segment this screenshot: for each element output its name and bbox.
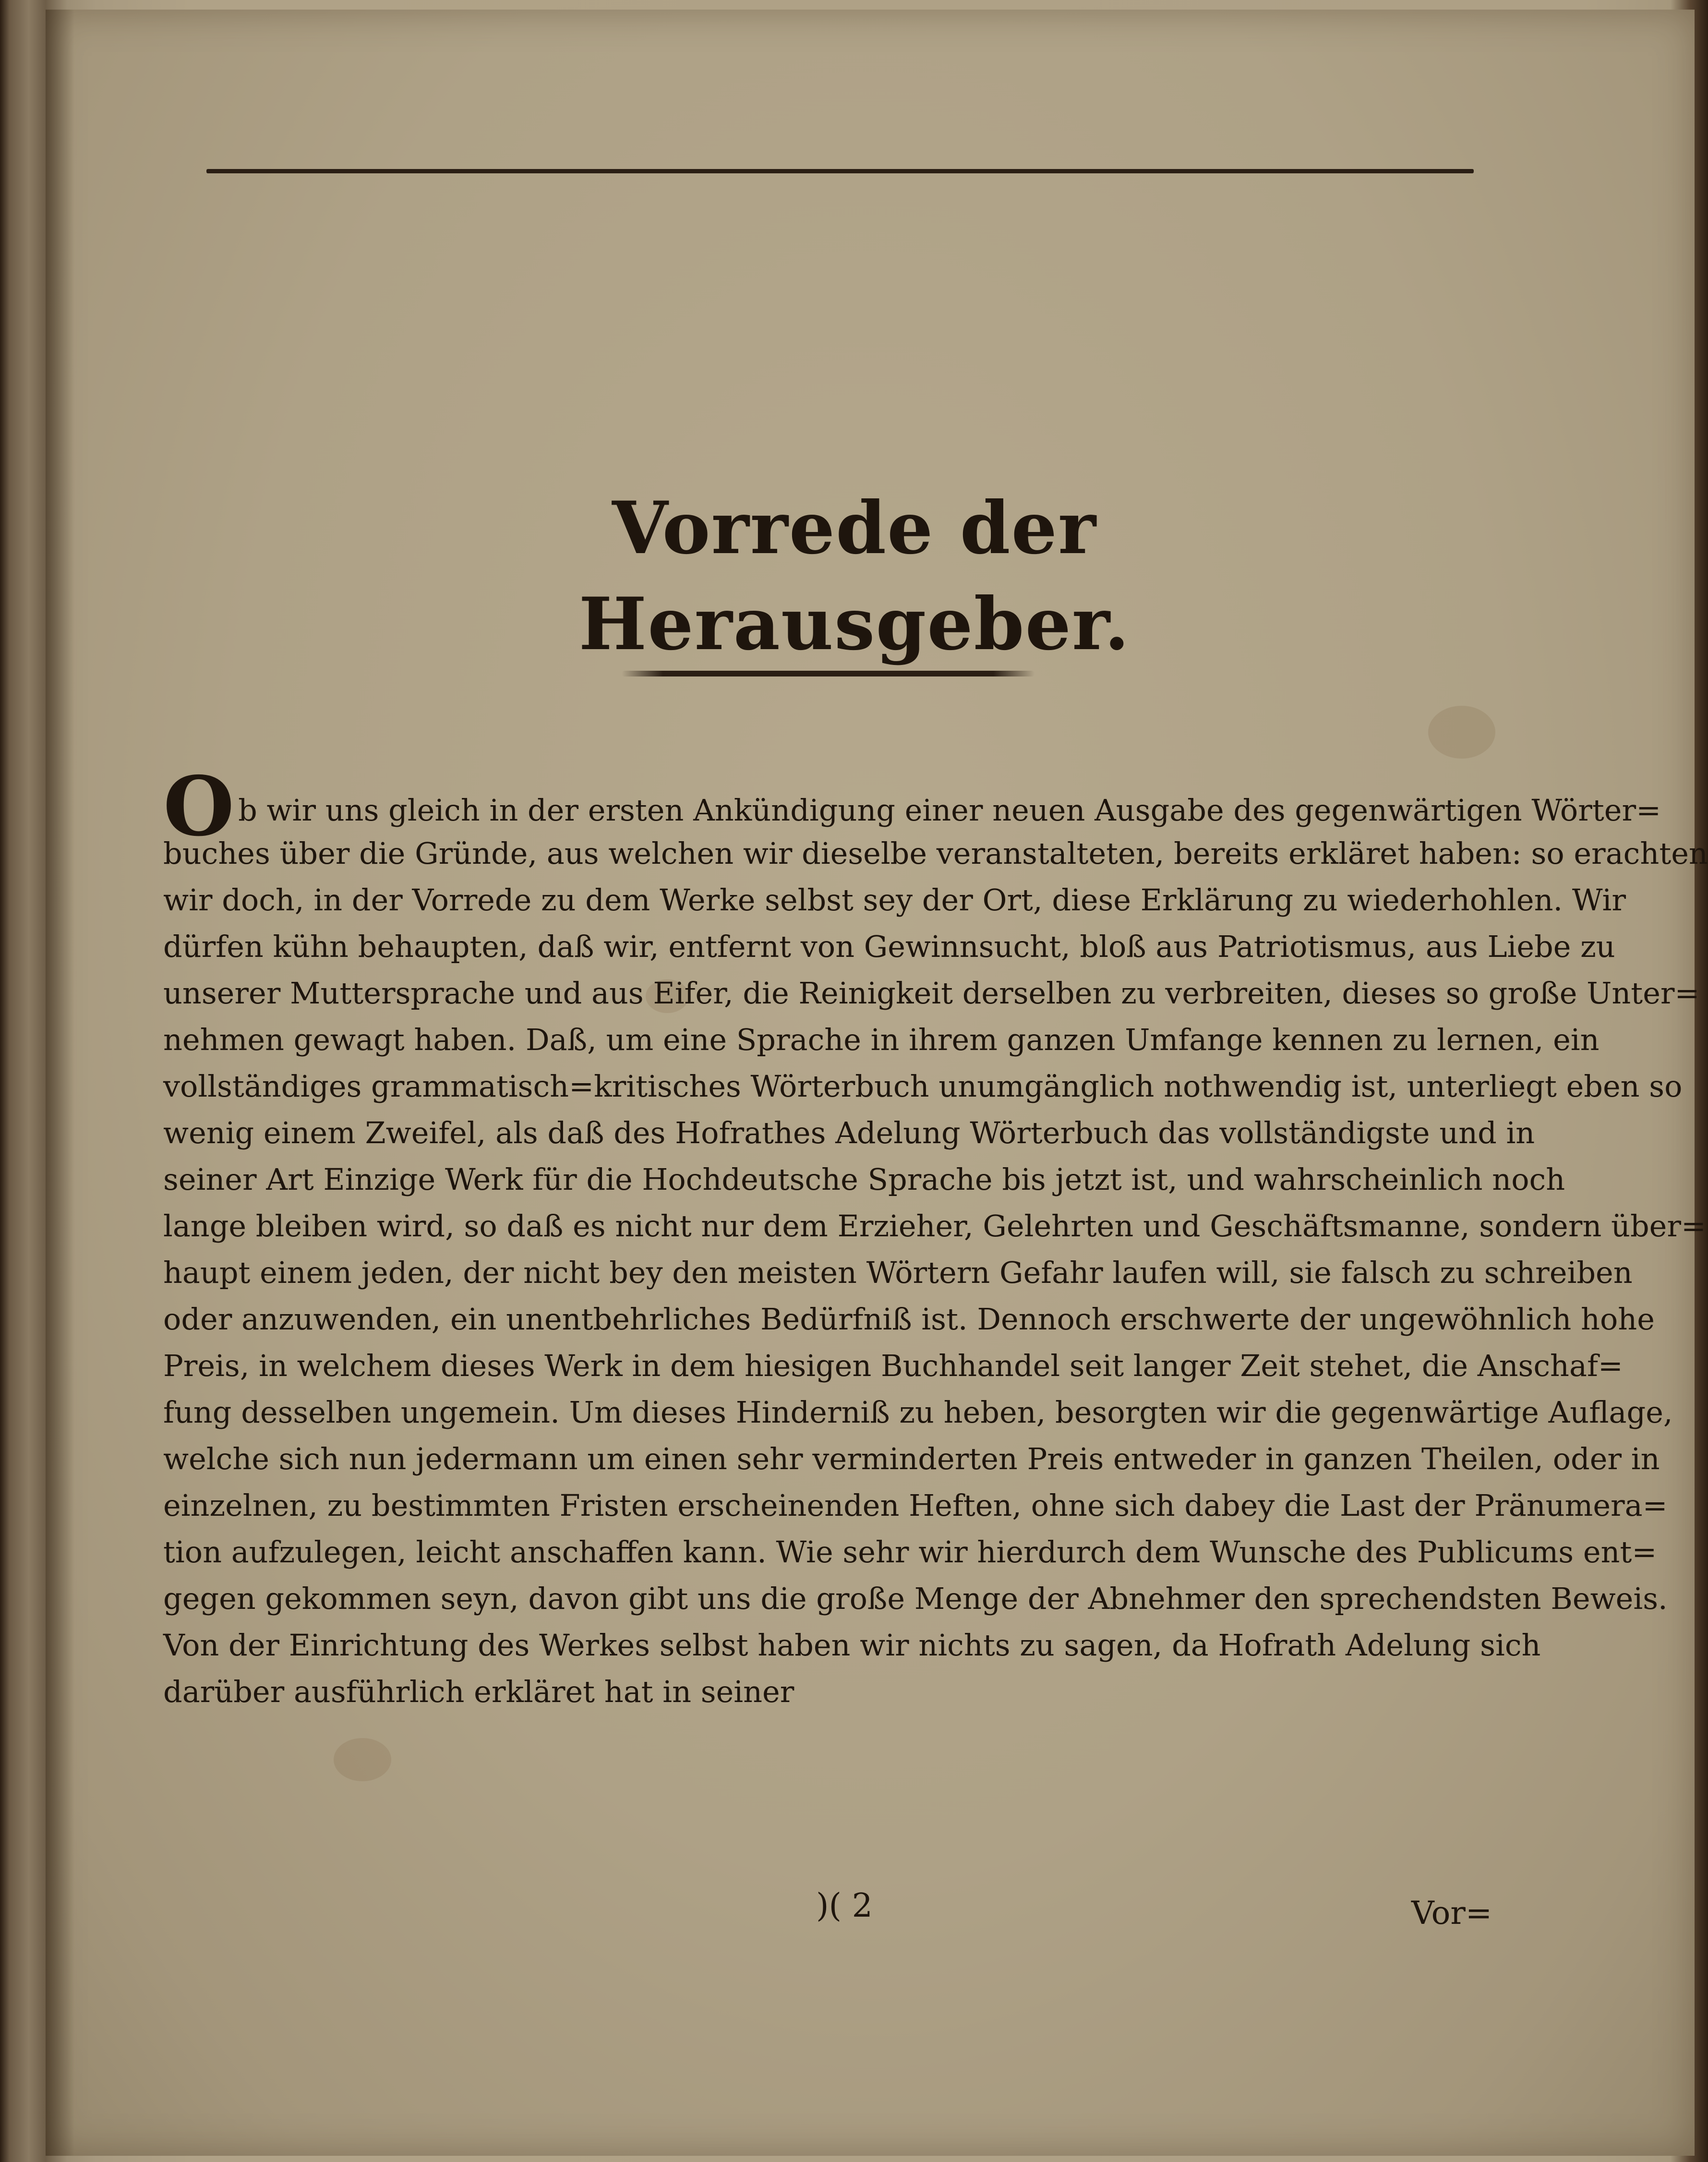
text-line: wir doch, in der Vorrede zu dem Werke selbst sey der Ort, diese Erklärung zu wiederhohlen. Wir xyxy=(163,882,1626,918)
paper-stain xyxy=(1428,706,1495,759)
text-line: darüber ausführlich erkläret hat in seiner xyxy=(163,1674,794,1709)
text-line: haupt einem jeden, der nicht bey den meisten Wörtern Gefahr laufen will, sie falsch zu schreiben xyxy=(163,1255,1633,1290)
text-line: gegen gekommen seyn, davon gibt uns die große Menge der Abnehmer den sprechendsten Beweis. xyxy=(163,1581,1668,1616)
text-line: nehmen gewagt haben. Daß, um eine Sprache in ihrem ganzen Umfange kennen zu lernen, ein xyxy=(163,1022,1600,1057)
text-line: fung desselben ungemein. Um dieses Hinderniß zu heben, besorgten wir die gegenwärtige Auflage, xyxy=(163,1395,1673,1430)
text-line-content: b wir uns gleich in der ersten Ankündigung einer neuen Ausgabe des gegenwärtigen Wörter= xyxy=(238,793,1661,828)
page-gutter-shadow xyxy=(46,10,74,2156)
text-line: vollständiges grammatisch=kritisches Wörterbuch unumgänglich nothwendig ist, unterliegt eben so xyxy=(163,1069,1683,1104)
title-rule xyxy=(622,671,1034,676)
paper-stain xyxy=(334,1738,391,1781)
body-text xyxy=(163,759,1708,1715)
text-line: wenig einem Zweifel, als daß des Hofrathes Adelung Wörterbuch das vollständigste und in xyxy=(163,1115,1535,1150)
text-line: seiner Art Einzige Werk für die Hochdeutsche Sprache bis jetzt ist, und wahrscheinlich noch xyxy=(163,1162,1565,1197)
text-line: Preis, in welchem dieses Werk in dem hiesigen Buchhandel seit langer Zeit stehet, die Anschaf= xyxy=(163,1348,1623,1383)
top-rule xyxy=(206,169,1474,173)
text-line: oder anzuwenden, ein unentbehrliches Bedürfniß ist. Dennoch erschwerte der ungewöhnlich hohe xyxy=(163,1302,1655,1337)
text-line: buches über die Gründe, aus welchen wir dieselbe veranstalteten, bereits erkläret haben: so erachten xyxy=(163,836,1708,871)
catchword: Vor= xyxy=(1411,1895,1492,1932)
text-line: einzelnen, zu bestimmten Fristen erscheinenden Heften, ohne sich dabey die Last der Pränumera= xyxy=(163,1488,1668,1523)
text-line: dürfen kühn behaupten, daß wir, entfernt von Gewinnsucht, bloß aus Patriotismus, aus Liebe zu xyxy=(163,929,1615,964)
text-line: unserer Muttersprache und aus Eifer, die Reinigkeit derselben zu verbreiten, dieses so große Unter= xyxy=(163,976,1700,1011)
text-line: welche sich nun jedermann um einen sehr verminderten Preis entweder in ganzen Theilen, oder in xyxy=(163,1441,1660,1476)
initial-letter: O xyxy=(163,759,235,855)
signature-mark: )( 2 xyxy=(816,1887,873,1925)
text-line: lange bleiben wird, so daß es nicht nur dem Erzieher, Gelehrten und Geschäftsmanne, sondern über= xyxy=(163,1208,1706,1244)
text-line: Von der Einrichtung des Werkes selbst haben wir nichts zu sagen, da Hofrath Adelung sich xyxy=(163,1628,1541,1663)
page-title: Vorrede der Herausgeber. xyxy=(578,486,1131,666)
text-line: tion aufzulegen, leicht anschaffen kann. Wie sehr wir hierdurch dem Wunsche des Publicums ent= xyxy=(163,1534,1657,1570)
